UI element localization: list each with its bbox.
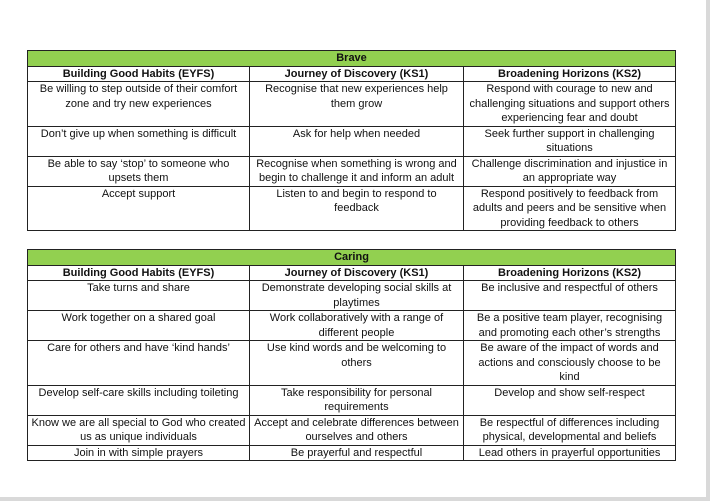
brave-cell-eyfs: Accept support: [28, 186, 250, 231]
caring-cell-eyfs: Work together on a shared goal: [28, 311, 250, 341]
caring-title: Caring: [28, 250, 676, 266]
page-edge-bottom: [0, 497, 710, 501]
brave-cell-eyfs: Be willing to step outside of their comfort zone and try new experiences: [28, 82, 250, 127]
caring-cell-eyfs: Develop self-care skills including toileting: [28, 385, 250, 415]
caring-header-ks1: Journey of Discovery (KS1): [250, 265, 464, 281]
table-row: [28, 415, 676, 445]
caring-cell-ks2: Develop and show self-respect: [464, 385, 676, 415]
caring-cell-eyfs: Know we are all special to God who created us as unique individuals: [28, 415, 250, 445]
table-row: [28, 445, 676, 461]
brave-cell-ks2: Seek further support in challenging situations: [464, 126, 676, 156]
caring-table: [27, 249, 676, 461]
caring-cell-ks1: Accept and celebrate differences between ourselves and others: [250, 415, 464, 445]
table-row: [28, 126, 676, 156]
caring-cell-ks1: Take responsibility for personal requirements: [250, 385, 464, 415]
brave-cell-ks1: Listen to and begin to respond to feedback: [250, 186, 464, 231]
caring-cell-ks2: Be a positive team player, recognising and promoting each other’s strengths: [464, 311, 676, 341]
caring-cell-ks1: Demonstrate developing social skills at playtimes: [250, 281, 464, 311]
brave-table: [27, 50, 676, 231]
caring-header-eyfs: Building Good Habits (EYFS): [28, 265, 250, 281]
caring-cell-ks2: Lead others in prayerful opportunities: [464, 445, 676, 461]
table-row: [28, 156, 676, 186]
brave-title: Brave: [28, 51, 676, 67]
brave-cell-ks2: Respond positively to feedback from adults and peers and be sensitive when providing feedback to others: [464, 186, 676, 231]
caring-cell-eyfs: Care for others and have ‘kind hands’: [28, 341, 250, 386]
table-row: [28, 311, 676, 341]
table-row: [28, 281, 676, 311]
brave-cell-eyfs: Be able to say ‘stop’ to someone who upsets them: [28, 156, 250, 186]
caring-header-ks2: Broadening Horizons (KS2): [464, 265, 676, 281]
brave-cell-ks1: Recognise that new experiences help them grow: [250, 82, 464, 127]
brave-cell-ks2: Respond with courage to new and challenging situations and support others experiencing fear and doubt: [464, 82, 676, 127]
page-edge-right: [706, 0, 710, 501]
caring-cell-ks1: Work collaboratively with a range of different people: [250, 311, 464, 341]
brave-header-ks2: Broadening Horizons (KS2): [464, 66, 676, 82]
caring-cell-ks2: Be aware of the impact of words and actions and consciously choose to be kind: [464, 341, 676, 386]
caring-cell-ks1: Be prayerful and respectful: [250, 445, 464, 461]
caring-cell-eyfs: Join in with simple prayers: [28, 445, 250, 461]
table-row: [28, 82, 676, 127]
brave-header-eyfs: Building Good Habits (EYFS): [28, 66, 250, 82]
caring-cell-ks2: Be inclusive and respectful of others: [464, 281, 676, 311]
brave-cell-ks1: Recognise when something is wrong and begin to challenge it and inform an adult: [250, 156, 464, 186]
caring-cell-ks2: Be respectful of differences including physical, developmental and beliefs: [464, 415, 676, 445]
brave-cell-ks2: Challenge discrimination and injustice in an appropriate way: [464, 156, 676, 186]
caring-cell-ks1: Use kind words and be welcoming to others: [250, 341, 464, 386]
table-row: [28, 186, 676, 231]
table-row: [28, 385, 676, 415]
table-row: [28, 341, 676, 386]
caring-cell-eyfs: Take turns and share: [28, 281, 250, 311]
brave-cell-ks1: Ask for help when needed: [250, 126, 464, 156]
brave-header-ks1: Journey of Discovery (KS1): [250, 66, 464, 82]
brave-cell-eyfs: Don’t give up when something is difficult: [28, 126, 250, 156]
